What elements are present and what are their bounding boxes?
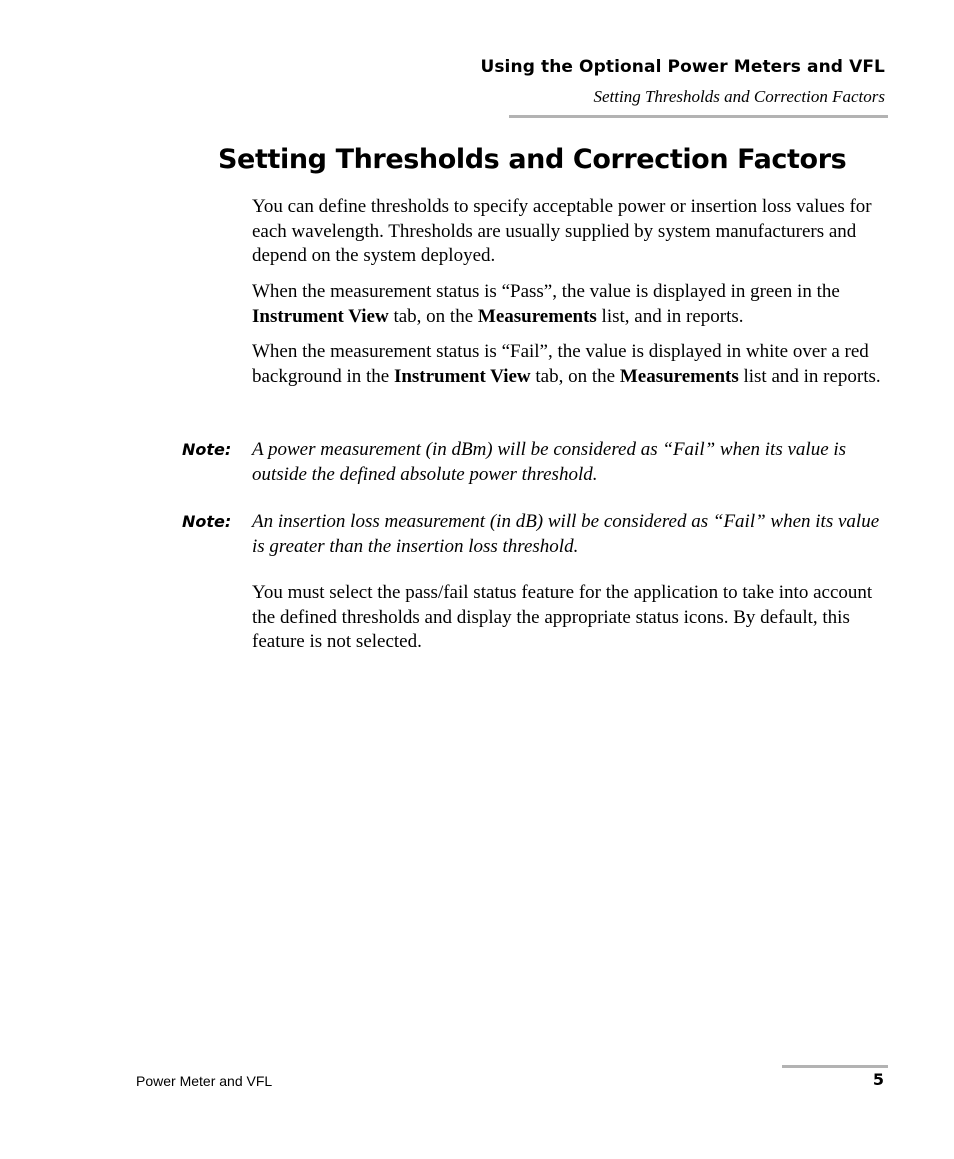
paragraph-intro: You can define thresholds to specify acceptable power or insertion loss values for each wavelength. Thresholds are usually supplied by system manufacturers and depend on the system deployed. xyxy=(252,196,872,266)
paragraph-fail-text-2: tab, on the xyxy=(530,365,620,387)
paragraph-fail-text-1: When the measurement status is “Fail”, the value is displayed in white over a red background in the xyxy=(252,341,869,387)
measurements-term: Measurements xyxy=(619,365,739,387)
instrument-view-term: Instrument View xyxy=(252,305,389,327)
note-label: Note: xyxy=(182,440,232,459)
footer-divider xyxy=(782,1065,888,1068)
chapter-title: Using the Optional Power Meters and VFL xyxy=(480,57,885,77)
paragraph-pass-text-2: tab, on the xyxy=(388,305,478,327)
note-label: Note: xyxy=(182,512,232,531)
paragraph-pass-text-1: When the measurement status is “Pass”, the value is displayed in green in the xyxy=(252,281,840,302)
paragraph-pass xyxy=(252,280,892,329)
note-insertion-loss: An insertion loss measurement (in dB) will be considered as “Fail” when its value is greater than the insertion loss threshold. xyxy=(252,511,880,557)
paragraph-pass-text-3: list, and in reports. xyxy=(596,305,744,327)
header-divider xyxy=(509,115,888,118)
paragraph-fail-text-3: list and in reports. xyxy=(738,365,881,387)
paragraph-fail xyxy=(252,340,892,389)
paragraph-pass-fail-feature: You must select the pass/fail status feature for the application to take into account the defined thresholds and display the appropriate status icons. By default, this feature is not selected. xyxy=(252,582,873,652)
section-heading: Setting Thresholds and Correction Factors xyxy=(218,144,847,175)
manual-name: Power Meter and VFL xyxy=(136,1073,273,1089)
page-number: 5 xyxy=(872,1070,884,1089)
measurements-term: Measurements xyxy=(477,305,597,327)
note-power-measurement: A power measurement (in dBm) will be considered as “Fail” when its value is outside the defined absolute power threshold. xyxy=(252,439,847,485)
instrument-view-term: Instrument View xyxy=(393,365,531,387)
running-section-title: Setting Thresholds and Correction Factors xyxy=(593,87,885,106)
